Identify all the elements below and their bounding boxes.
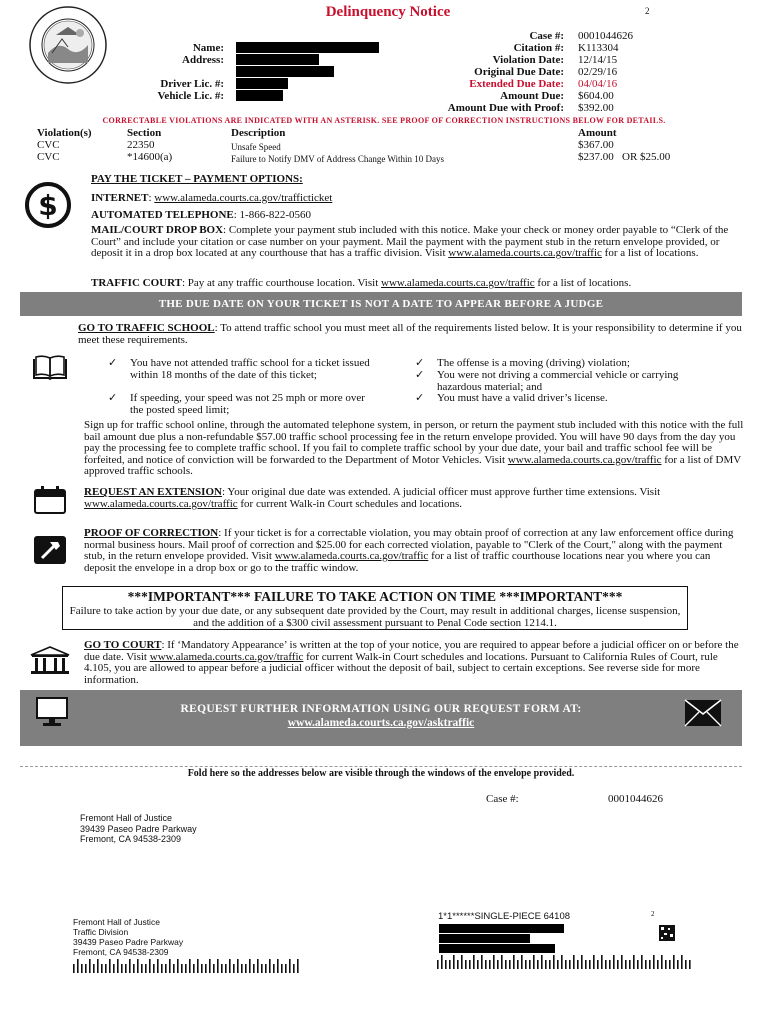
col-header-violation: Violation(s) xyxy=(37,127,92,139)
name-label: Name: xyxy=(192,42,224,54)
mail-address-line: 39439 Paseo Padre Parkway xyxy=(73,937,184,947)
dropbox-link[interactable]: www.alameda.courts.ca.gov/traffic xyxy=(448,247,602,260)
req-left-1-text: You have not attended traffic school for a ticket issued within 18 months of the date of this ticket; xyxy=(130,357,370,381)
request-banner-link[interactable]: www.alameda.courts.ca.gov/asktraffic xyxy=(287,717,475,729)
extension-section xyxy=(84,487,744,510)
court-tail: for current Walk-in Court schedules and locations. Pursuant to California Rules of Court, rule 4.105, you are allowed to appear before a judicial officer without the deposit of bail, subject to certain exceptions. See reverse side for more information. xyxy=(84,650,718,686)
req-right-3-text: You must have a valid driver’s license. xyxy=(437,392,608,404)
phone-label: AUTOMATED TELEPHONE xyxy=(91,209,234,221)
courthouse-icon xyxy=(29,646,71,676)
address-label: Address: xyxy=(182,54,224,66)
school-signup-link[interactable]: www.alameda.courts.ca.gov/traffic xyxy=(507,453,662,466)
violation-date-label: Violation Date: xyxy=(492,54,564,66)
traffic-court-label: TRAFFIC COURT xyxy=(91,277,182,289)
phone-value: : 1-866-822-0560 xyxy=(233,209,312,221)
recipient-redaction-2 xyxy=(439,934,530,943)
internet-label: INTERNET xyxy=(91,192,149,204)
important-box xyxy=(62,586,688,630)
citation-value: K113304 xyxy=(578,42,619,54)
due-date-banner-text: THE DUE DATE ON YOUR TICKET IS NOT A DATE TO APPEAR BEFORE A JUDGE xyxy=(158,298,604,310)
req-right-1-text: The offense is a moving (driving) violation; xyxy=(437,357,630,369)
stub-case-label: Case #: xyxy=(486,793,519,805)
correction-text: : If your ticket is for a correctable violation, you may obtain proof of correction at any law enforcement office during normal business hours. Mail proof of correction and $25.00 for each corrected violation, payable to "Clerk of the Court," along with the payment stub, in the return envelope provided. Visit xyxy=(84,527,734,563)
due-date-banner xyxy=(20,292,742,316)
court-heading: GO TO COURT xyxy=(84,639,162,651)
recipient-redaction-3 xyxy=(439,944,555,953)
driver-lic-redaction xyxy=(236,78,288,89)
check-icon: ✓ xyxy=(108,392,118,404)
correction-heading: PROOF OF CORRECTION xyxy=(84,527,219,539)
violation-date-value: 12/14/15 xyxy=(578,54,618,66)
amount-proof-value: $392.00 xyxy=(578,102,614,114)
important-text: Failure to take action by your due date, or any subsequent date provided by the Court, may result in additional charges, license suspension, and the addition of a $300 civil assessment pursuant to Penal Code section 1214.1. xyxy=(69,605,681,629)
extended-due-label: Extended Due Date: xyxy=(469,78,564,90)
traffic-court-tail: for a list of locations. xyxy=(534,277,632,289)
school-signup xyxy=(84,420,744,478)
svg-text:$: $ xyxy=(38,189,58,222)
row2-amount: $237.00 OR $25.00 xyxy=(578,151,671,163)
extension-tail: for current Walk-in Court schedules and locations. xyxy=(237,497,462,510)
request-banner xyxy=(20,690,742,746)
check-icon: ✓ xyxy=(108,357,118,369)
mail-address xyxy=(73,917,183,957)
dollar-icon xyxy=(24,181,72,229)
stub-page-number: 2 xyxy=(651,910,655,918)
traffic-court-link[interactable]: www.alameda.courts.ca.gov/traffic xyxy=(381,277,535,289)
row1-section: 22350 xyxy=(127,139,155,151)
important-heading: ***IMPORTANT*** FAILURE TO TAKE ACTION ON TIME ***IMPORTANT*** xyxy=(127,589,623,604)
col-header-section: Section xyxy=(127,127,162,139)
correctable-note: CORRECTABLE VIOLATIONS ARE INDICATED WITH AN ASTERISK. SEE PROOF OF CORRECTION INSTRUCTIONS BELOW FOR DETAILS. xyxy=(102,116,666,125)
sort-line: 1*1******SINGLE-PIECE 64108 xyxy=(438,911,571,922)
correction-tail: for a list of traffic courthouse locations near you where you can deposit the envelope in a drop box or go to the traffic window. xyxy=(84,550,711,574)
check-icon: ✓ xyxy=(415,357,425,369)
hammer-icon xyxy=(32,534,68,566)
stub-case-value: 0001044626 xyxy=(608,793,663,805)
correction-section xyxy=(84,528,744,574)
extension-text: : Your original due date was extended. A judicial officer must approve further time extensions. Visit xyxy=(221,486,661,498)
req-right-2-text: You were not driving a commercial vehicle or carrying hazardous material; and xyxy=(437,369,679,393)
pay-internet: INTERNET: www.alameda.courts.ca.gov/trafficticket xyxy=(91,192,333,204)
book-icon xyxy=(31,354,69,382)
internet-link[interactable]: www.alameda.courts.ca.gov/trafficticket xyxy=(154,192,333,204)
pay-telephone xyxy=(91,210,311,222)
row1-description: Unsafe Speed xyxy=(231,142,281,152)
name-redaction xyxy=(236,42,379,53)
citation-label: Citation #: xyxy=(513,42,564,54)
original-due-label: Original Due Date: xyxy=(474,66,564,78)
fold-note: Fold here so the addresses below are visible through the windows of the envelope provided. xyxy=(187,768,575,779)
row1-amount: $367.00 xyxy=(578,139,614,151)
return-address xyxy=(80,813,197,845)
postal-barcode-right xyxy=(437,955,692,969)
row2-violation: CVC xyxy=(37,151,60,163)
req-left-2 xyxy=(108,393,383,417)
court-link[interactable]: www.alameda.courts.ca.gov/traffic xyxy=(149,650,304,663)
pay-traffic-court xyxy=(91,278,741,290)
driver-lic-label: Driver Lic. #: xyxy=(160,78,224,90)
row1-violation: CVC xyxy=(37,139,60,151)
pay-heading: PAY THE TICKET – PAYMENT OPTIONS: xyxy=(91,173,303,185)
school-signup-text: Sign up for traffic school online, through the automated telephone system, in person, or return the payment stub included with this notice with the full bail amount due plus a non-refundable $57.00 traffic school processing fee in the return envelope provided. You will have 90 days from the day you pay the processing fee to complete traffic school. If you fail to complete traffic school by your due date, your bail and traffic school fee will be forfeited, and notice of conviction will be forwarded to the Department of Motor Vehicles. Visit xyxy=(84,419,744,466)
address-redaction-1 xyxy=(236,54,319,65)
amount-due-label: Amount Due: xyxy=(500,90,564,102)
check-icon: ✓ xyxy=(415,369,425,381)
mail-address-line: Fremont Hall of Justice xyxy=(73,917,160,927)
envelope-icon xyxy=(683,694,723,728)
extended-due-value: 04/04/16 xyxy=(578,78,618,90)
vehicle-lic-label: Vehicle Lic. #: xyxy=(157,90,224,102)
school-heading: GO TO TRAFFIC SCHOOL xyxy=(78,322,215,334)
return-address-line: Fremont, CA 94538-2309 xyxy=(80,834,182,844)
court-section xyxy=(84,640,744,686)
req-left-1 xyxy=(108,358,383,394)
row2-section: *14600(a) xyxy=(127,151,173,163)
traffic-court-text: : Pay at any traffic courthouse location. Visit xyxy=(181,277,382,289)
computer-icon xyxy=(34,696,70,728)
dropbox-tail: for a list of locations. xyxy=(601,247,699,260)
school-signup-tail: for a list of DMV approved traffic schools. xyxy=(84,453,742,478)
address-redaction-2 xyxy=(236,66,334,77)
request-banner-line: REQUEST FURTHER INFORMATION USING OUR REQUEST FORM AT: xyxy=(180,703,582,715)
original-due-value: 02/29/16 xyxy=(578,66,618,78)
amount-proof-label: Amount Due with Proof: xyxy=(447,102,564,114)
page-number: 2 xyxy=(645,6,650,16)
recipient-redaction-1 xyxy=(439,924,564,933)
mail-address-line: Traffic Division xyxy=(73,927,129,937)
case-value: 0001044626 xyxy=(578,30,633,42)
row2-description: Failure to Notify DMV of Address Change Within 10 Days xyxy=(231,154,445,164)
notice-title: Delinquency Notice xyxy=(325,4,451,20)
return-address-line: 39439 Paseo Padre Parkway xyxy=(80,823,197,834)
court-text: : If ‘Mandatory Appearance’ is written at the top of your notice, you are required to appear before a judicial officer on or before the due date. Visit xyxy=(84,639,739,663)
fold-line xyxy=(20,766,742,767)
dropbox-label: MAIL/COURT DROP BOX xyxy=(91,224,224,236)
mail-address-line: Fremont, CA 94538-2309 xyxy=(73,947,169,957)
correction-link[interactable]: www.alameda.courts.ca.gov/traffic xyxy=(274,550,429,563)
case-label: Case #: xyxy=(529,30,564,42)
calendar-icon xyxy=(33,485,67,515)
extension-heading: REQUEST AN EXTENSION xyxy=(84,486,222,498)
school-intro-text: : To attend traffic school you must meet all of the requirements listed below. It is your responsibility to determine if you meet these requirements. xyxy=(78,322,742,346)
req-left-2-text: If speeding, your speed was not 25 mph or more over the posted speed limit; xyxy=(130,392,365,416)
dropbox-text: : Complete your payment stub included with this notice. Make your check or money order payable to “Clerk of the Court” and include your citation or case number on your payment. Mail the payment with the payment stub in the return envelope provided, or deposit it in a drop box located at any courthouse that has a traffic division. Visit xyxy=(91,224,729,260)
qr-code-icon xyxy=(659,925,675,941)
vehicle-lic-redaction xyxy=(236,90,283,101)
pay-dropbox xyxy=(91,225,741,260)
court-seal-icon xyxy=(28,5,108,85)
extension-link[interactable]: www.alameda.courts.ca.gov/traffic xyxy=(84,497,238,510)
amount-due-value: $604.00 xyxy=(578,90,614,102)
col-header-description: Description xyxy=(231,127,286,139)
col-header-amount: Amount xyxy=(578,127,617,139)
postal-barcode-left xyxy=(73,959,303,973)
return-address-line: Fremont Hall of Justice xyxy=(80,813,173,823)
check-icon: ✓ xyxy=(415,392,425,404)
school-intro xyxy=(78,323,744,346)
